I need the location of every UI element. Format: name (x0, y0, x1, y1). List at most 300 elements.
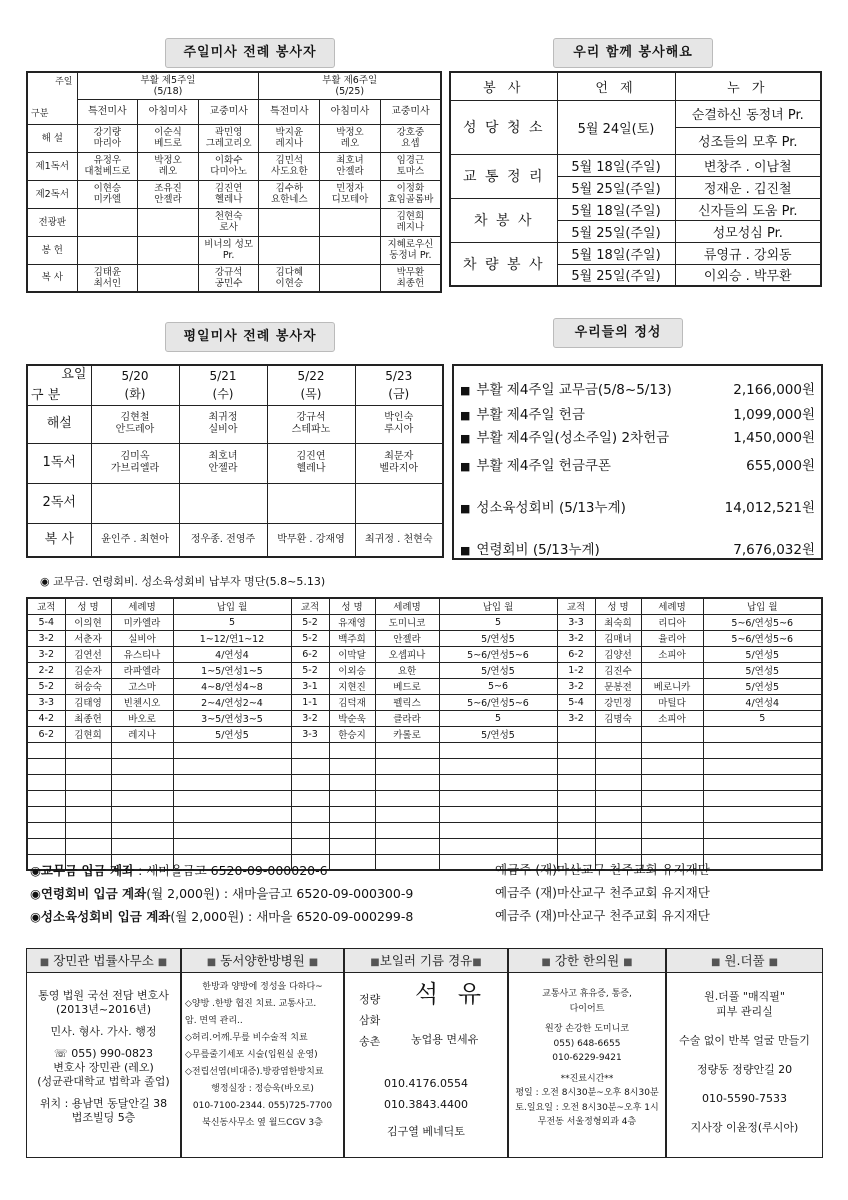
server-cell (380, 180, 441, 208)
payer-cell (703, 838, 822, 854)
table-row (27, 726, 822, 742)
payer-cell (439, 822, 557, 838)
fuel-word: 송촌 (359, 1035, 381, 1048)
ad-line: 통영 법원 국선 전담 변호사 (38, 989, 169, 1002)
mass-header: 특전미사 (259, 99, 320, 124)
table-row (27, 774, 822, 790)
server-cell (355, 523, 443, 557)
payer-cell (439, 742, 557, 758)
row-label: 2독서 (27, 483, 91, 523)
payer-cell (173, 806, 291, 822)
offering-label: 부활 제4주일 교무금(5/8~5/13) (476, 382, 672, 398)
payer-cell: 3-2 (27, 630, 65, 646)
column-header: 납입 월 (173, 598, 291, 614)
payer-cell: 1~5/연성1~5 (173, 662, 291, 678)
payer-cell (291, 742, 329, 758)
server-name: 동정녀 Pr. (389, 250, 432, 261)
ad-header: ■보일러 기름 경유■ (345, 949, 507, 973)
server-cell (198, 208, 259, 236)
payer-cell: 5-2 (291, 662, 329, 678)
ad-line: 민사. 형사. 가사. 행정 (50, 1025, 157, 1038)
server-name: 사도요한 (270, 166, 308, 177)
table-row (27, 483, 443, 523)
payer-cell (703, 742, 822, 758)
account-holder: 예금주 (재)마산교구 천주교회 유지재단 (495, 862, 710, 877)
payer-cell (703, 790, 822, 806)
payer-cell: 베로니카 (641, 678, 703, 694)
square-icon: ■ (623, 957, 633, 968)
day-header: 5/21 (수) (179, 365, 267, 405)
square-icon: ■ (460, 544, 471, 557)
account-row (30, 906, 830, 929)
service-label: 차 봉 사 (450, 198, 557, 242)
ad-line: 수술 없이 반복 얼굴 만들기 (679, 1034, 810, 1047)
payer-cell (65, 806, 111, 822)
server-name: 안젤라 (154, 194, 182, 205)
square-icon: ■ (39, 957, 50, 968)
payer-cell: 빈첸시오 (111, 694, 173, 710)
payer-cell (703, 758, 822, 774)
server-cell (179, 523, 267, 557)
server-name: 레지나 (275, 138, 304, 149)
payer-cell: 1~12/연1~12 (173, 630, 291, 646)
server-cell (198, 152, 259, 180)
server-cell (138, 208, 199, 236)
server-name: 대철베드로 (84, 166, 131, 177)
ad-line: 정량동 정량안길 20 (696, 1063, 793, 1076)
payer-cell (439, 758, 557, 774)
server-cell (320, 264, 381, 292)
payer-cell: 5-2 (27, 678, 65, 694)
ad-body (345, 973, 507, 1153)
payer-cell: 3-2 (557, 710, 595, 726)
offering-label-wrap (460, 538, 600, 558)
server-name: 박인숙 (384, 412, 414, 423)
banner-together: 우리 함께 봉사해요 (553, 38, 713, 68)
offering-amount: 655,000원 (746, 458, 815, 474)
payer-cell: 5/연성5 (439, 630, 557, 646)
payer-cell (111, 822, 173, 838)
server-name: 김미옥 (120, 451, 150, 462)
weekday-servers-table (26, 364, 444, 558)
payer-cell: 마틸다 (641, 694, 703, 710)
mass-header: 교중미사 (380, 99, 441, 124)
ad-line: 원.더풀 "매직필" (704, 990, 785, 1003)
square-icon: ■ (460, 384, 471, 397)
payer-cell (27, 806, 65, 822)
server-cell (320, 180, 381, 208)
server-cell (91, 483, 179, 523)
ad-body (27, 973, 180, 1129)
table-row (27, 678, 822, 694)
offering-amount: 1,450,000원 (733, 430, 815, 446)
ad-line: (2013년~2016년) (55, 1003, 152, 1016)
payer-cell: 강민정 (595, 694, 641, 710)
payer-cell: 5~6/연성5~6 (439, 646, 557, 662)
server-name: Pr. (222, 250, 235, 261)
table-row (27, 523, 443, 557)
ad-line: 055) 648-6655 (553, 1038, 621, 1049)
payer-cell (291, 838, 329, 854)
payer-cell (557, 838, 595, 854)
ad-line: **진료시간** (560, 1073, 614, 1084)
payer-cell: 김현희 (65, 726, 111, 742)
server-cell (320, 208, 381, 236)
server-name: 김수하 (275, 183, 304, 194)
payer-cell: 5 (439, 614, 557, 630)
fuel-line: 010.4176.0554 (384, 1077, 468, 1090)
payer-cell: 1-2 (557, 662, 595, 678)
row-label: 복 사 (27, 523, 91, 557)
payer-cell: 2-2 (27, 662, 65, 678)
offering-amount: 2,166,000원 (733, 382, 815, 398)
payer-cell (641, 838, 703, 854)
server-cell (320, 124, 381, 152)
payer-cell: 카롤로 (375, 726, 439, 742)
payer-cell (291, 790, 329, 806)
service-who: 성조들의 모후 Pr. (675, 127, 821, 154)
server-cell (380, 124, 441, 152)
server-cell (138, 180, 199, 208)
column-header: 세례명 (111, 598, 173, 614)
sunday-rows (27, 124, 441, 292)
together-rows (450, 100, 821, 286)
server-name: 곽민영 (214, 127, 243, 138)
ad-line: 암. 면역 관리.. (185, 1016, 243, 1026)
server-name: 디모테아 (331, 194, 369, 205)
server-cell (198, 236, 259, 264)
server-cell (259, 152, 320, 180)
payer-cell (375, 838, 439, 854)
server-cell (380, 152, 441, 180)
server-name: 루시아 (384, 424, 414, 435)
square-icon: ■ (308, 957, 319, 968)
server-name: 임경근 (396, 155, 425, 166)
table-row (450, 100, 821, 127)
payer-cell: 3-3 (27, 694, 65, 710)
row-label: 1독서 (27, 443, 91, 483)
payer-cell (703, 822, 822, 838)
payer-cell (375, 742, 439, 758)
service-who: 순결하신 동정녀 Pr. (675, 100, 821, 127)
row-label: 해 설 (27, 124, 77, 152)
offering-item (454, 403, 821, 423)
payer-cell: 김매녀 (595, 630, 641, 646)
payer-cell: 3-3 (557, 614, 595, 630)
payer-cell (703, 774, 822, 790)
payer-cell: 4/연성4 (703, 694, 822, 710)
server-name: 최호녀 (336, 155, 364, 166)
payer-cell (375, 758, 439, 774)
ad-hospital (181, 948, 344, 1158)
table-row (27, 694, 822, 710)
payer-cell (557, 790, 595, 806)
payer-cell (65, 742, 111, 758)
server-name: 벨라지아 (379, 463, 419, 474)
table-row (27, 180, 441, 208)
server-name: 박무환 . 강재영 (277, 533, 345, 545)
week-header: 부활 제5주일 (5/18) (77, 72, 259, 99)
server-cell (91, 405, 179, 443)
payer-cell: 3-2 (27, 646, 65, 662)
server-name: 강규석 (214, 266, 243, 278)
server-cell (259, 180, 320, 208)
server-name: 최서인 (93, 277, 122, 289)
payer-cell: 3-1 (291, 678, 329, 694)
payer-cell (329, 758, 375, 774)
square-icon: ■ (472, 957, 482, 968)
service-who: 이외승 . 박무환 (675, 264, 821, 286)
server-name: 김진연 (214, 183, 243, 194)
payer-cell (27, 838, 65, 854)
payer-cell: 3~5/연성3~5 (173, 710, 291, 726)
together-header: 언 제 (557, 72, 675, 100)
payer-cell (375, 790, 439, 806)
payer-cell: 지현진 (329, 678, 375, 694)
table-row (27, 742, 822, 758)
payer-cell (557, 758, 595, 774)
service-who: 성모성심 Pr. (675, 220, 821, 242)
column-header: 성 명 (65, 598, 111, 614)
server-name: 이현승 (93, 183, 122, 194)
server-name: 가브리엘라 (110, 463, 160, 474)
square-icon: ■ (541, 957, 551, 968)
table-row (27, 710, 822, 726)
server-cell (267, 405, 355, 443)
ad-fuel (344, 948, 508, 1158)
column-header: 납입 월 (703, 598, 822, 614)
server-cell (198, 264, 259, 292)
offering-amount: 7,676,032원 (733, 542, 815, 558)
offering-item (454, 378, 821, 398)
server-name: 로사 (219, 222, 238, 233)
server-name: 헬레나 (214, 194, 243, 205)
payer-cell (641, 726, 703, 742)
sunday-servers-table (26, 71, 442, 293)
server-cell (138, 236, 199, 264)
payer-cell (173, 838, 291, 854)
ad-line: ☏ 055) 990-0823 (54, 1047, 153, 1060)
payer-cell (595, 758, 641, 774)
table-row (27, 662, 822, 678)
payer-cell: 이외승 (329, 662, 375, 678)
accounts-section (30, 860, 830, 929)
square-icon: ■ (768, 957, 779, 968)
server-cell (355, 405, 443, 443)
account-row (30, 860, 830, 883)
day-header: 5/22 (목) (267, 365, 355, 405)
server-name: 김현희 (396, 211, 425, 222)
payer-cell (439, 790, 557, 806)
server-cell (179, 405, 267, 443)
payer-cell (291, 774, 329, 790)
ad-line: 지사장 이윤정(루시아) (690, 1121, 799, 1134)
account-info (30, 909, 413, 924)
offering-amount: 1,099,000원 (733, 407, 815, 423)
together-table (449, 71, 822, 287)
payers-table (26, 597, 823, 871)
payer-cell: 3-3 (291, 726, 329, 742)
server-name: 레지나 (396, 222, 425, 233)
payer-cell: 5-2 (291, 630, 329, 646)
ad-line: 피부 관리실 (716, 1005, 773, 1018)
fuel-name: 석 유 (415, 980, 487, 1008)
payer-cell: 1-1 (291, 694, 329, 710)
ad-line: 행정실장 : 정승욱(바오로) (211, 1084, 314, 1094)
payer-cell: 이의현 (65, 614, 111, 630)
service-who: 정재운 . 김진철 (675, 176, 821, 198)
ad-body (509, 973, 665, 1134)
server-name: 김진연 (296, 451, 326, 462)
payer-cell (557, 726, 595, 742)
column-header: 성 명 (595, 598, 641, 614)
payer-cell (641, 822, 703, 838)
service-when: 5월 24일(토) (557, 100, 675, 154)
corner-bottom-label: 구 분 (31, 387, 61, 403)
payer-cell (173, 774, 291, 790)
payer-cell: 5/연성5 (703, 678, 822, 694)
server-cell (259, 124, 320, 152)
offering-label: 부활 제4주일 헌금쿠폰 (476, 458, 611, 474)
offering-item (454, 426, 821, 446)
ad-line: ◇허리.어깨.무릎 비수술적 치료 (185, 1033, 308, 1043)
payer-cell: 6-2 (291, 646, 329, 662)
server-name: 정우종. 전영주 (190, 533, 256, 545)
server-name: 헬레나 (296, 463, 326, 474)
column-header: 교적 (291, 598, 329, 614)
payer-cell (291, 806, 329, 822)
server-name: 요셉 (401, 138, 420, 149)
mass-header: 특전미사 (77, 99, 138, 124)
server-cell (179, 443, 267, 483)
server-cell (267, 443, 355, 483)
payer-cell (65, 790, 111, 806)
table-row (450, 154, 821, 176)
ad-line: ◇무릎줄기세포 시술(입원실 운영) (185, 1050, 318, 1060)
square-icon: ■ (460, 432, 471, 445)
payer-cell: 소피아 (641, 710, 703, 726)
server-name: 강규석 (296, 412, 326, 423)
server-cell (91, 523, 179, 557)
server-name: 김민석 (275, 155, 304, 166)
payer-cell (641, 758, 703, 774)
server-name: 마리아 (93, 138, 122, 149)
table-row (27, 208, 441, 236)
payer-cell: 도미니코 (375, 614, 439, 630)
server-name: 비너의 성모 (204, 239, 254, 250)
payer-cell (65, 822, 111, 838)
account-holder: 예금주 (재)마산교구 천주교회 유지재단 (495, 908, 710, 923)
payer-cell: 허승숙 (65, 678, 111, 694)
table-row (27, 630, 822, 646)
ad-header: ■ 강한 한의원 ■ (509, 949, 665, 973)
column-header: 세례명 (641, 598, 703, 614)
server-cell (355, 483, 443, 523)
server-cell (77, 208, 138, 236)
payer-cell (641, 742, 703, 758)
server-name: 강호중 (396, 127, 425, 138)
payer-cell (703, 806, 822, 822)
corner-cell (27, 72, 77, 124)
offerings-box (452, 364, 823, 560)
payer-cell: 바오로 (111, 710, 173, 726)
server-cell (380, 208, 441, 236)
payer-cell (595, 806, 641, 822)
payer-cell (595, 822, 641, 838)
offerings-list (454, 378, 821, 558)
service-label: 성 당 청 소 (450, 100, 557, 154)
ad-line: 교통사고 휴유증, 통증, (542, 989, 632, 999)
square-icon: ■ (157, 957, 168, 968)
payer-cell: 5/연성5 (703, 662, 822, 678)
column-header: 교적 (27, 598, 65, 614)
fuel-sub: 농업용 면세유 (411, 1033, 479, 1046)
ad-header: ■ 동서양한방병원 ■ (182, 949, 343, 973)
service-when: 5월 18일(주일) (557, 198, 675, 220)
payer-cell: 백주희 (329, 630, 375, 646)
payer-cell (557, 806, 595, 822)
ad-line (30, 1017, 177, 1025)
server-name: 최문자 (384, 451, 414, 462)
ad-body (667, 973, 822, 1139)
offering-label-wrap (460, 454, 611, 474)
payer-cell: 김덕재 (329, 694, 375, 710)
payer-cell: 베드로 (375, 678, 439, 694)
offering-label: 부활 제4주일 헌금 (476, 407, 585, 423)
payer-cell (329, 774, 375, 790)
offering-label-wrap (460, 403, 585, 423)
server-name: 강기량 (93, 127, 122, 138)
ad-header: ■ 원.더풀 ■ (667, 949, 822, 973)
payer-cell: 리디아 (641, 614, 703, 630)
server-name: 이순식 (154, 127, 182, 138)
server-name: 토마스 (396, 166, 425, 177)
service-when: 5월 25일(주일) (557, 264, 675, 286)
payer-cell: 오셉피나 (375, 646, 439, 662)
payer-cell (27, 758, 65, 774)
payer-cell: 5 (703, 710, 822, 726)
payer-cell (329, 838, 375, 854)
payer-cell: 유스티나 (111, 646, 173, 662)
server-name: 이정화 (396, 183, 425, 194)
payer-cell: 소피아 (641, 646, 703, 662)
server-name: 공민수 (214, 277, 243, 289)
service-who: 변창주 . 이남철 (675, 154, 821, 176)
server-name: 스테파노 (291, 424, 331, 435)
offering-item (454, 496, 821, 516)
table-row (27, 236, 441, 264)
ad-line: 변호사 장민관 (레오) (53, 1061, 154, 1074)
server-cell (380, 264, 441, 292)
server-cell (355, 443, 443, 483)
server-name: 최귀정 . 천현숙 (365, 533, 433, 545)
payer-cell: 레지나 (111, 726, 173, 742)
table-row (27, 264, 441, 292)
payer-cell: 김연선 (65, 646, 111, 662)
row-label: 제2독서 (27, 180, 77, 208)
server-cell (77, 124, 138, 152)
payer-cell (595, 790, 641, 806)
table-row (27, 614, 822, 630)
server-cell (320, 236, 381, 264)
payer-cell (557, 822, 595, 838)
offering-label-wrap (460, 496, 626, 516)
payer-cell: 고스마 (111, 678, 173, 694)
server-name: 김다혜 (275, 266, 304, 278)
account-label: ◉성소육성회비 입금 계좌 (30, 909, 171, 924)
server-name: 그레고리오 (205, 138, 252, 149)
payer-cell (65, 774, 111, 790)
